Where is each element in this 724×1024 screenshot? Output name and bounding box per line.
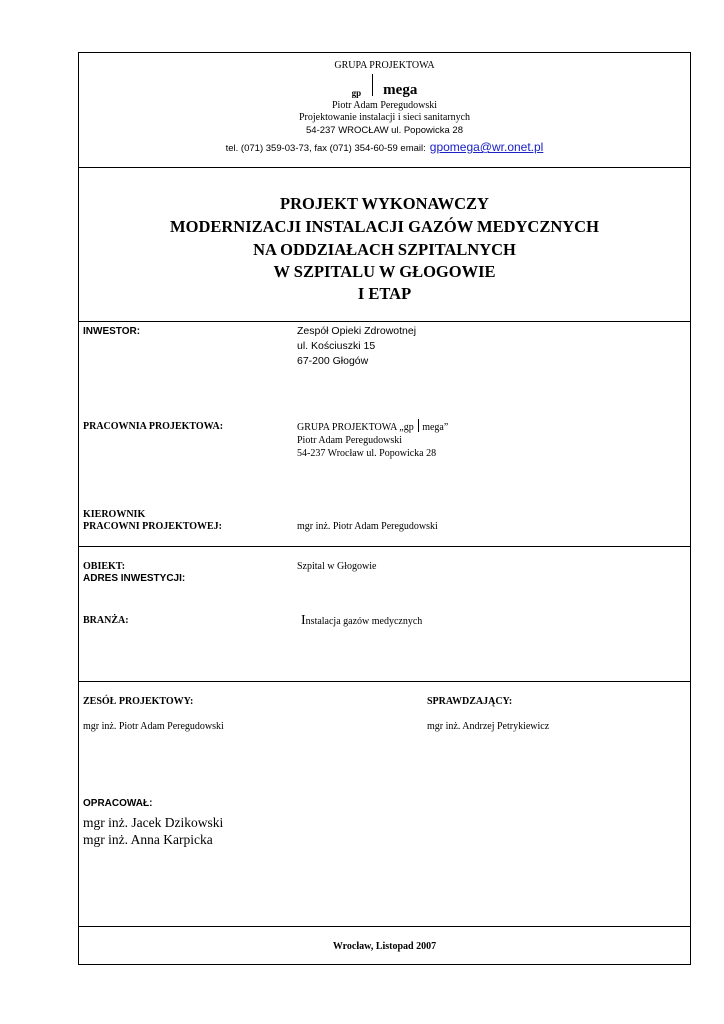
logo-separator <box>372 74 373 96</box>
manager-label-line: PRACOWNI PROJEKTOWEJ: <box>83 521 222 532</box>
studio-name-suffix: mega” <box>419 422 449 433</box>
header-group: GRUPA PROJEKTOWA <box>334 60 435 71</box>
header-services: Projektowanie instalacji i sieci sanitarnych <box>298 112 471 123</box>
team-label: ZESÓŁ PROJEKTOWY: <box>83 696 194 707</box>
investor-line: Zespół Opieki Zdrowotnej <box>297 325 417 337</box>
object-label: OBIEKT: <box>83 561 126 572</box>
title-line-3: NA ODDZIAŁACH SZPITALNYCH <box>253 240 516 259</box>
prepared-label: OPRACOWAŁ: <box>83 798 153 809</box>
studio-value <box>297 419 448 460</box>
investor-line: 67-200 Głogów <box>297 355 369 367</box>
studio-owner: Piotr Adam Peregudowski <box>297 435 402 446</box>
title-line-1: PROJEKT WYKONAWCZY <box>280 194 489 213</box>
manager-value: mgr inż. Piotr Adam Peregudowski <box>297 521 438 532</box>
branch-label: BRANŻA: <box>83 615 129 626</box>
email-link[interactable]: gpomega@wr.onet.pl <box>429 140 544 154</box>
divider-object <box>78 681 691 682</box>
investor-line: ul. Kościuszki 15 <box>297 340 376 352</box>
team-value: mgr inż. Piotr Adam Peregudowski <box>83 721 224 732</box>
divider-footer <box>78 926 691 927</box>
divider-title <box>78 321 691 322</box>
header-owner: Piotr Adam Peregudowski <box>332 100 437 111</box>
manager-label-line: KIEROWNIK <box>83 509 146 520</box>
investment-address-label: ADRES INWESTYCJI: <box>83 573 186 584</box>
studio-label: PRACOWNIA PROJEKTOWA: <box>83 421 224 432</box>
investor-label: INWESTOR: <box>83 326 141 337</box>
logo-separator <box>418 419 419 432</box>
footer-place-date: Wrocław, Listopad 2007 <box>332 941 437 952</box>
branch-value-text: nstalacja gazów medycznych <box>305 616 423 627</box>
object-value: Szpital w Głogowie <box>297 561 377 572</box>
company-logo <box>78 74 691 98</box>
header-contact <box>78 138 691 156</box>
studio-name-text: GRUPA PROJEKTOWA „gp <box>297 422 414 433</box>
investor-value <box>297 324 416 369</box>
header-address: 54-237 WROCŁAW ul. Popowicka 28 <box>306 125 463 136</box>
branch-initial: I <box>301 613 306 628</box>
divider-studio <box>78 546 691 547</box>
title-line-5: I ETAP <box>357 284 412 303</box>
studio-name <box>297 419 448 434</box>
prepared-name: mgr inż. Anna Karpicka <box>83 832 213 847</box>
contact-text: tel. (071) 359-03-73, fax (071) 354-60-59 email: <box>225 143 426 154</box>
manager-label <box>83 509 222 533</box>
prepared-names <box>83 814 223 848</box>
prepared-name: mgr inż. Jacek Dzikowski <box>83 815 224 830</box>
checker-value: mgr inż. Andrzej Petrykiewicz <box>427 721 550 732</box>
divider-header <box>78 167 691 168</box>
branch-value <box>301 611 422 629</box>
checker-label: SPRAWDZAJĄCY: <box>427 696 513 707</box>
title-line-2: MODERNIZACJI INSTALACJI GAZÓW MEDYCZNYCH <box>170 217 599 236</box>
studio-address: 54-237 Wrocław ul. Popowicka 28 <box>297 448 437 459</box>
title-line-4: W SZPITALU W GŁOGOWIE <box>273 262 496 281</box>
logo-gp: gp <box>351 88 362 98</box>
logo-mega: mega <box>383 82 418 98</box>
